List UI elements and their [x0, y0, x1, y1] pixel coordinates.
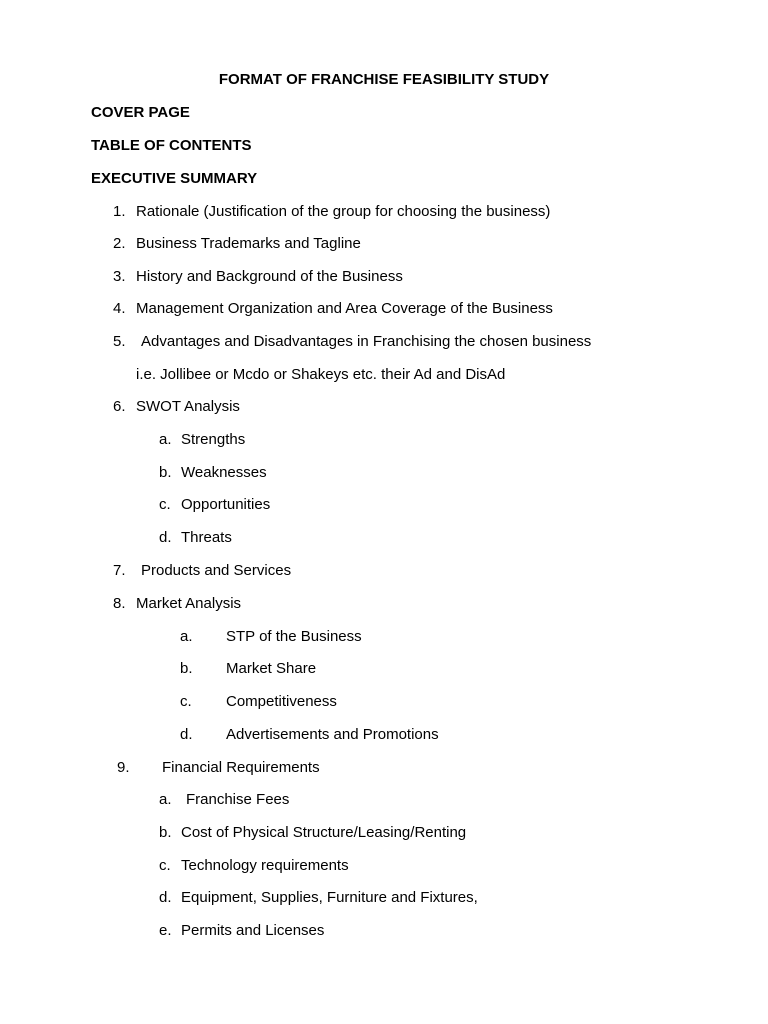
sub-text: Strengths	[181, 431, 246, 448]
list-text: Products and Services	[141, 562, 292, 579]
list-text: Rationale (Justification of the group for choosing the business)	[136, 203, 551, 220]
sub-text: Advertisements and Promotions	[226, 726, 439, 743]
sub-text: Permits and Licenses	[181, 922, 325, 939]
sub-letter: a.	[180, 628, 193, 645]
list-number: 5.	[113, 333, 126, 350]
list-number: 7.	[113, 562, 126, 579]
sub-text: Equipment, Supplies, Furniture and Fixtures,	[181, 889, 478, 906]
heading-table-of-contents: TABLE OF CONTENTS	[91, 137, 252, 154]
list-text: Advantages and Disadvantages in Franchising the chosen business	[141, 333, 592, 350]
sub-letter: b.	[159, 824, 172, 841]
sub-text: Market Share	[226, 660, 317, 677]
sub-letter: a.	[159, 791, 172, 808]
sub-letter: b.	[159, 464, 172, 481]
sub-text: Weaknesses	[181, 464, 267, 481]
list-item-5-continuation: i.e. Jollibee or Mcdo or Shakeys etc. their Ad and DisAd	[136, 366, 506, 383]
list-text: Business Trademarks and Tagline	[136, 235, 361, 252]
sub-letter: c.	[159, 857, 171, 874]
sub-letter: b.	[180, 660, 193, 677]
list-number: 9.	[117, 759, 130, 776]
sub-text: Franchise Fees	[186, 791, 290, 808]
list-number: 8.	[113, 595, 126, 612]
heading-cover-page: COVER PAGE	[91, 104, 190, 121]
sub-text: Threats	[181, 529, 232, 546]
sub-text: Cost of Physical Structure/Leasing/Renting	[181, 824, 467, 841]
list-number: 2.	[113, 235, 126, 252]
sub-text: Technology requirements	[181, 857, 349, 874]
sub-letter: e.	[159, 922, 172, 939]
list-number: 3.	[113, 268, 126, 285]
sub-letter: d.	[180, 726, 193, 743]
sub-letter: a.	[159, 431, 172, 448]
list-number: 4.	[113, 300, 126, 317]
list-text: History and Background of the Business	[136, 268, 403, 285]
sub-text: Opportunities	[181, 496, 271, 513]
sub-text: STP of the Business	[226, 628, 362, 645]
sub-letter: c.	[180, 693, 192, 710]
sub-letter: c.	[159, 496, 171, 513]
list-number: 6.	[113, 398, 126, 415]
list-text: Financial Requirements	[162, 759, 320, 776]
sub-letter: d.	[159, 889, 172, 906]
list-text: Management Organization and Area Coverage of the Business	[136, 300, 553, 317]
heading-executive-summary: EXECUTIVE SUMMARY	[91, 170, 258, 187]
sub-letter: d.	[159, 529, 172, 546]
sub-text: Competitiveness	[226, 693, 337, 710]
list-text: SWOT Analysis	[136, 398, 240, 415]
document-title: FORMAT OF FRANCHISE FEASIBILITY STUDY	[218, 71, 550, 88]
list-text: Market Analysis	[136, 595, 242, 612]
list-number: 1.	[113, 203, 126, 220]
